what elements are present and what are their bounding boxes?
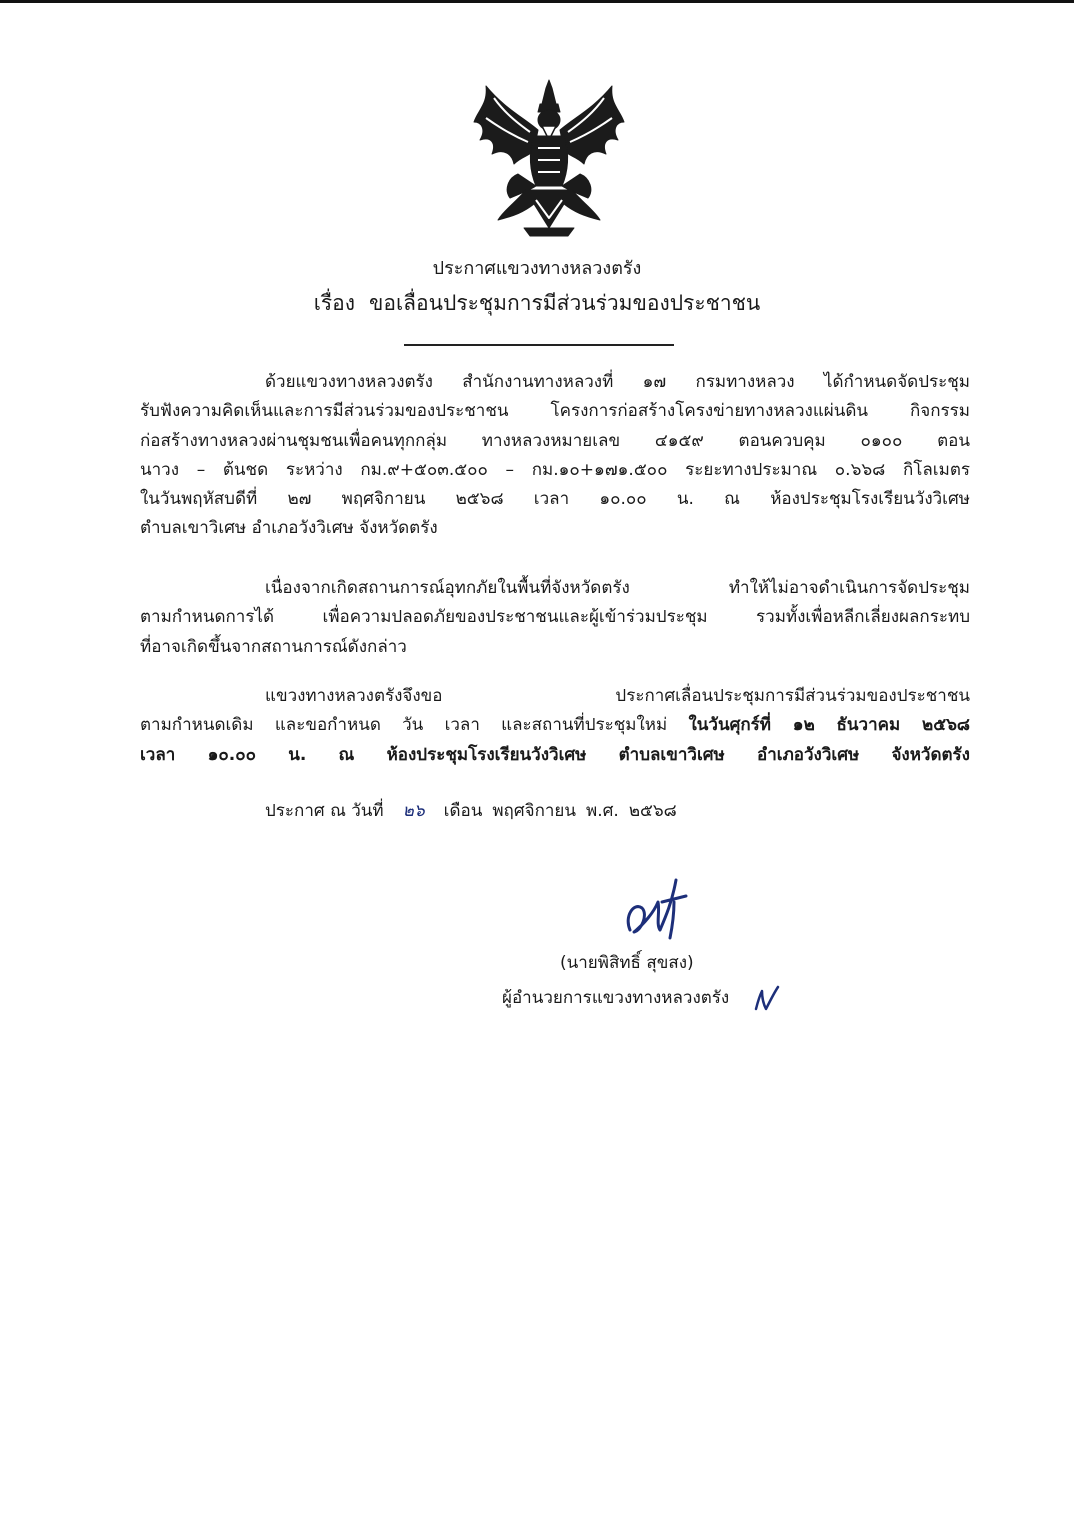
paragraph-line: เนื่องจากเกิดสถานการณ์อุทกภัยในพื้นที่จังหวัดตรัง ทำให้ไม่อาจดำเนินการจัดประชุม: [265, 578, 970, 598]
announcement-month-label: เดือน: [443, 801, 483, 821]
paragraph-line: ตามกำหนดการได้ เพื่อความปลอดภัยของประชาชนและผู้เข้าร่วมประชุม รวมทั้งเพื่อหลีกเลี่ยงผลกระทบ: [140, 607, 970, 628]
paragraph-line: ตำบลเขาวิเศษ อำเภอวังวิเศษ จังหวัดตรัง: [140, 518, 438, 539]
title-underline: [404, 344, 674, 346]
subject-text: ขอเลื่อนประชุมการมีส่วนร่วมของประชาชน: [369, 291, 761, 315]
announcement-year: ๒๕๖๘: [628, 801, 677, 821]
new-meeting-time-venue: เวลา ๑๐.๐๐ น. ณ ห้องประชุมโรงเรียนวังวิเศษ ตำบลเขาวิเศษ อำเภอวังวิเศษ จังหวัดตรัง: [140, 744, 970, 765]
handwritten-signature: [620, 872, 690, 942]
paragraph-line: ด้วยแขวงทางหลวงตรัง สำนักงานทางหลวงที่ ๑๗ กรมทางหลวง ได้กำหนดจัดประชุม: [265, 372, 970, 392]
paragraph-line: รับฟังความคิดเห็นและการมีส่วนร่วมของประชาชน โครงการก่อสร้างโครงข่ายทางหลวงแผ่นดิน กิจกรรม: [140, 401, 970, 422]
paragraph-line: แขวงทางหลวงตรังจึงขอ ประกาศเลื่อนประชุมการมีส่วนร่วมของประชาชน: [265, 686, 970, 706]
new-meeting-date: ในวันศุกร์ที่ ๑๒ ธันวาคม ๒๕๖๘: [688, 715, 970, 736]
announcement-day: ๒๖: [402, 801, 425, 821]
paragraph-line: นาวง – ต้นชด ระหว่าง กม.๙+๕๐๓.๕๐๐ – กม.๑๐+๑๗๑.๕๐๐ ระยะทางประมาณ ๐.๖๖๘ กิโลเมตร: [140, 459, 970, 480]
handwritten-initial: [752, 983, 782, 1013]
announcement-month: พฤศจิกายน: [492, 801, 576, 821]
paragraph-line: [140, 711, 970, 740]
garuda-emblem-icon: [464, 78, 634, 238]
schedule-intro-text: ตามกำหนดเดิม และขอกำหนด วัน เวลา และสถานที่ประชุมใหม่: [140, 715, 689, 736]
paragraph-line: ในวันพฤหัสบดีที่ ๒๗ พฤศจิกายน ๒๕๖๘ เวลา ๑๐.๐๐ น. ณ ห้องประชุมโรงเรียนวังวิเศษ: [140, 489, 970, 510]
signer-name: (นายพิสิทธิ์ สุขสง): [560, 953, 694, 973]
document-subject: [0, 287, 1074, 320]
document-issuer: ประกาศแขวงทางหลวงตรัง: [432, 258, 642, 279]
announcement-year-label: พ.ศ.: [586, 801, 619, 821]
paragraph-meeting-details: [140, 368, 970, 544]
paragraph-reason: [140, 574, 970, 662]
announcement-date-line: [265, 797, 687, 824]
paragraph-new-schedule: [140, 682, 970, 770]
paragraph-line: ที่อาจเกิดขึ้นจากสถานการณ์ดังกล่าว: [140, 636, 407, 657]
signer-position: ผู้อำนวยการแขวงทางหลวงตรัง: [502, 988, 730, 1008]
announcement-prefix: ประกาศ ณ วันที่: [265, 801, 384, 821]
paragraph-line: ก่อสร้างทางหลวงผ่านชุมชนเพื่อคนทุกกลุ่ม ทางหลวงหมายเลข ๔๑๕๙ ตอนควบคุม ๐๑๐๐ ตอน: [140, 430, 970, 451]
page-top-border: [0, 0, 1074, 3]
subject-label: เรื่อง: [313, 291, 356, 315]
